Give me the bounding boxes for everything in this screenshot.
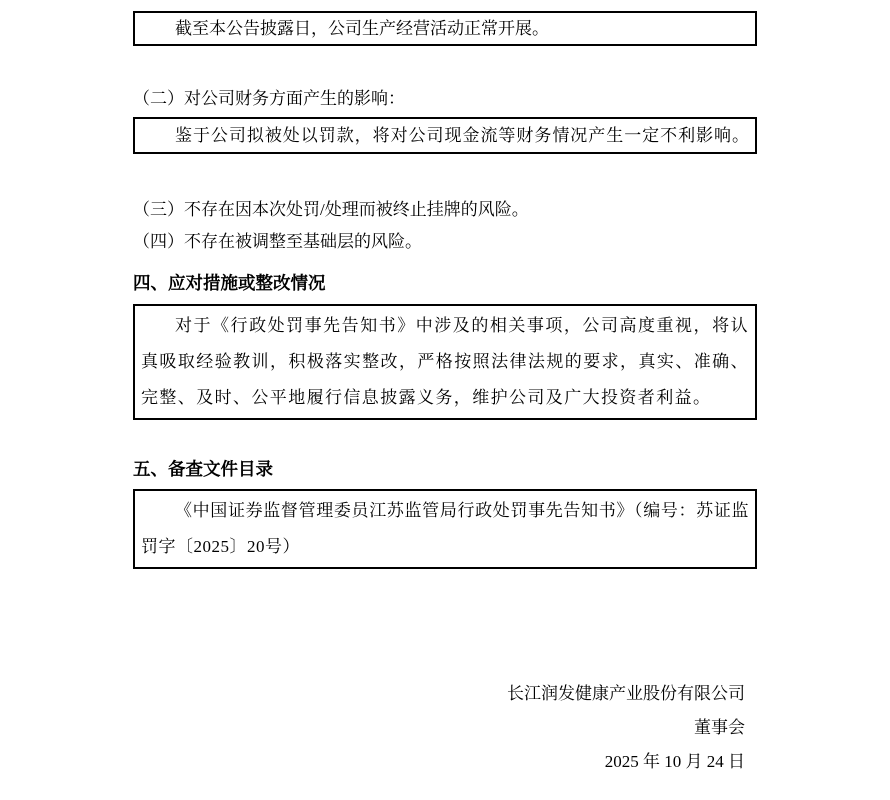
operations-status-box (133, 11, 757, 46)
item-base-tier-risk: （四）不存在被调整至基础层的风险。 (133, 232, 422, 251)
item-delisting-risk: （三）不存在因本次处罚/处理而被终止挂牌的风险。 (133, 200, 529, 219)
signature-date: 2025 年 10 月 24 日 (604, 752, 745, 771)
signature-block (133, 677, 745, 779)
heading-measures: 四、应对措施或整改情况 (133, 273, 326, 293)
signature-signer: 董事会 (694, 718, 745, 737)
heading-documents: 五、备查文件目录 (133, 459, 273, 479)
documents-box (133, 489, 757, 569)
financial-impact-text: 鉴于公司拟被处以罚款，将对公司现金流等财务情况产生一定不利影响。 (175, 126, 749, 145)
heading-financial-impact: （二）对公司财务方面产生的影响： (133, 89, 405, 108)
signature-company: 长江润发健康产业股份有限公司 (507, 684, 745, 703)
measures-text: 对于《行政处罚事先告知书》中涉及的相关事项，公司高度重视，将认真吸取经验教训，积极落实整改，严格按照法律法规的要求，真实、准确、完整、及时、公平地履行信息披露义务，维护公司及广大投资者利益。 (141, 316, 749, 407)
operations-status-text: 截至本公告披露日，公司生产经营活动正常开展。 (175, 19, 549, 38)
documents-text: 《中国证券监督管理委员江苏监管局行政处罚事先告知书》（编号：苏证监罚字〔2025〕20号） (141, 501, 749, 556)
measures-box (133, 304, 757, 420)
financial-impact-box (133, 117, 757, 154)
